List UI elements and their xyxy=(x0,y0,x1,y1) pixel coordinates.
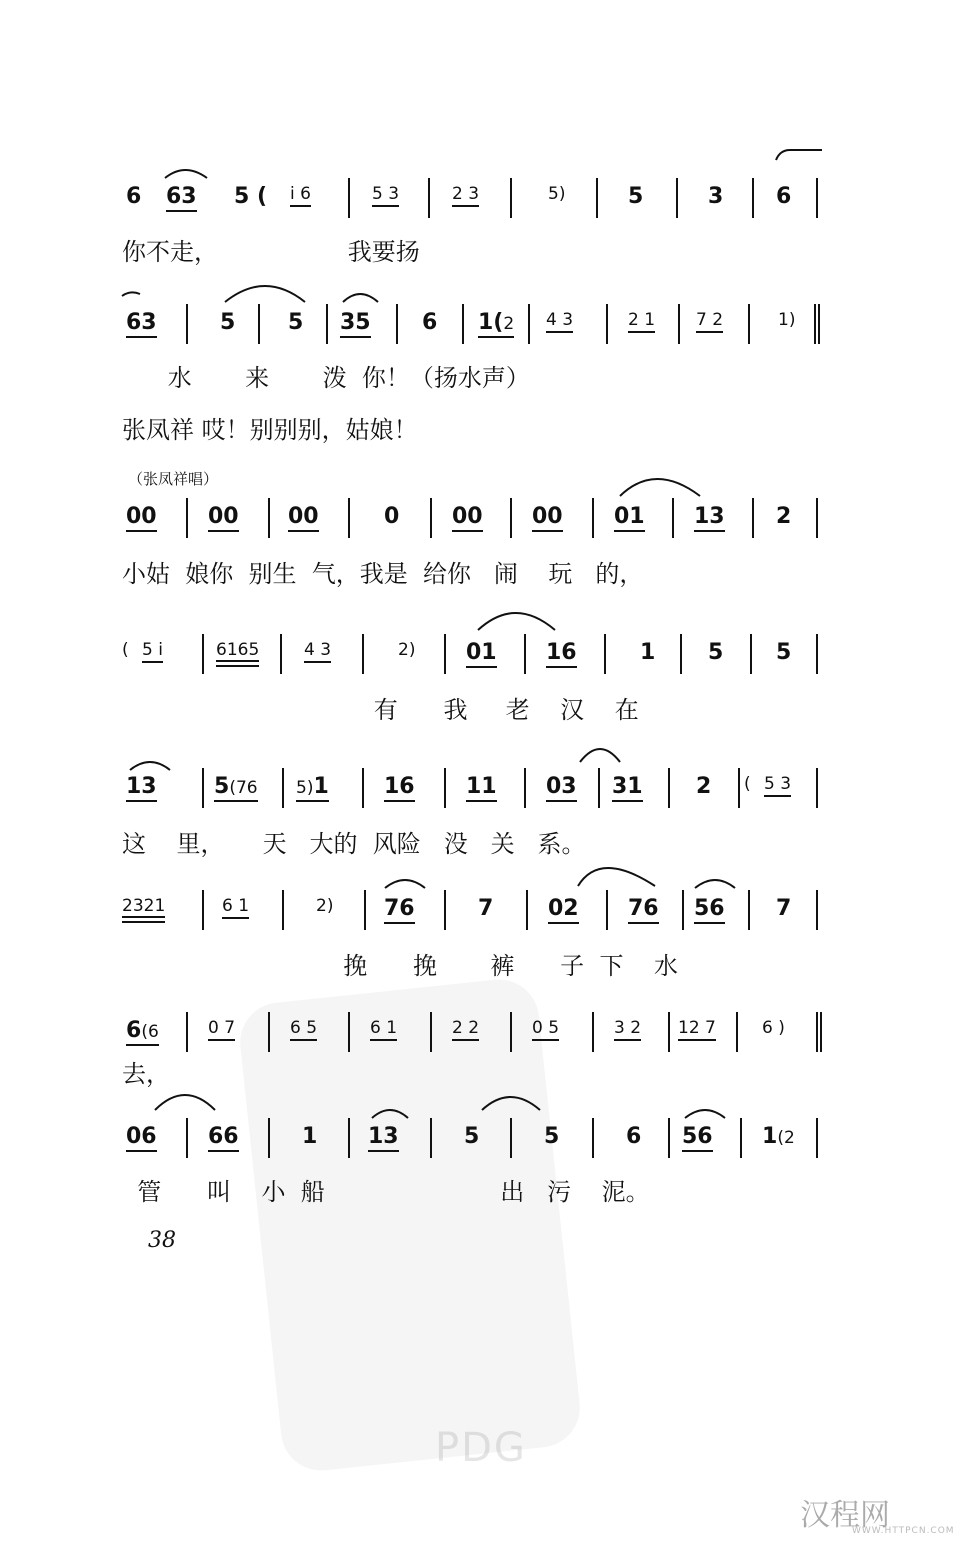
note-line: ( 5 i 6165 4 3 2) 01 16 1 5 5 xyxy=(122,640,842,680)
lyric-line: 管 叫 小 船 出 污 泥。 xyxy=(122,1178,650,1206)
note-line: 00 00 00 0 00 00 01 13 2 xyxy=(122,504,842,544)
site-logo-text: 汉程网 xyxy=(800,1498,890,1533)
page-number: 38 xyxy=(148,1228,176,1253)
speaker-dialogue: 张凤祥 哎！别别别，姑娘！ xyxy=(122,416,418,444)
note-line: 06 66 1 13 5 5 6 56 1(2 xyxy=(122,1124,842,1164)
lyric-line: 小姑 娘你 别生 气，我是 给你 闹 玩 的， xyxy=(122,560,644,588)
singer-label: （张凤祥唱） xyxy=(128,470,219,488)
note-line: 13 5(76 5)1 16 11 03 31 2 ( 5 3 xyxy=(122,774,842,814)
lyric-line: 挽 挽 裤 子 下 水 xyxy=(122,952,678,980)
lyric-line: 水 来 泼 你！（扬水声） xyxy=(122,364,530,392)
lyric-line: 你不走， 我要扬 xyxy=(122,238,420,266)
lyric-line: 有 我 老 汉 在 xyxy=(122,696,639,724)
site-url: WWW.HTTPCN.COM xyxy=(852,1526,955,1536)
watermark-text: PDG xyxy=(435,1425,527,1471)
note-line: 63 5 5 35 6 1(2 4 3 2 1 7 2 1) xyxy=(122,310,842,350)
note-line: 2321 6 1 2) 76 7 02 76 56 7 xyxy=(122,896,842,936)
note-line: 6(6 0 7 6 5 6 1 2 2 0 5 3 2 12 7 6 ) xyxy=(122,1018,842,1058)
lyric-line: 这 里， 天 大的 风险 没 关 系。 xyxy=(122,830,586,858)
note-line: 6 63 5 ( i 6 5 3 2 3 5) 5 3 6 xyxy=(122,184,842,224)
lyric-line: 去， xyxy=(122,1060,170,1088)
